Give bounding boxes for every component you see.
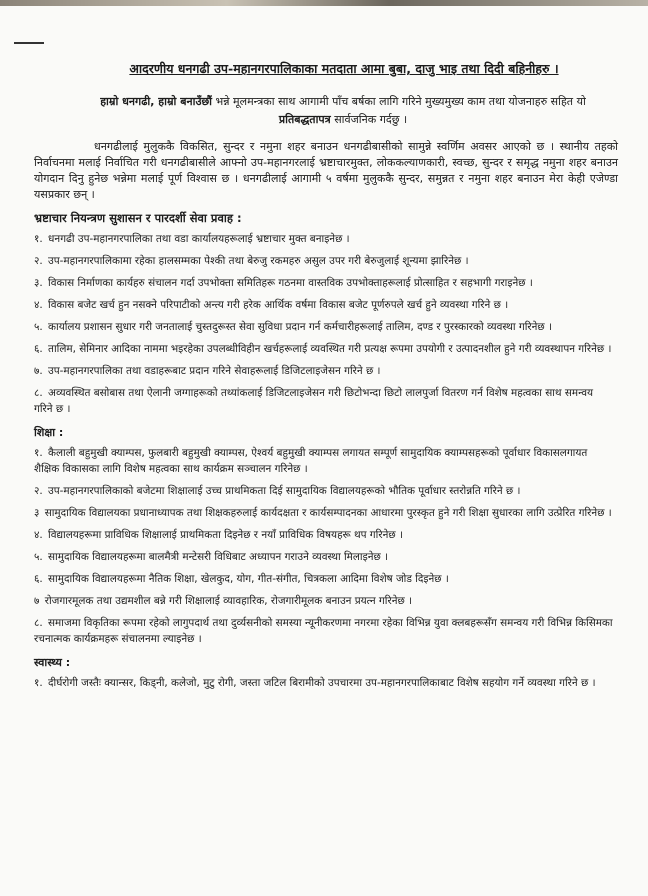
item-text: सामुदायिक विद्यालयहरूमा बालमैत्री मन्टेसरी विधिबाट अध्यापन गराउने व्यवस्था मिलाइनेछ । bbox=[48, 551, 388, 563]
list-item bbox=[34, 445, 618, 477]
list-item bbox=[34, 231, 618, 247]
item-number: ३ bbox=[34, 507, 40, 519]
item-number: १. bbox=[34, 233, 43, 245]
list-item bbox=[34, 253, 618, 269]
list-item bbox=[34, 275, 618, 291]
item-number: ८. bbox=[34, 387, 43, 399]
list-item bbox=[34, 549, 618, 565]
item-text: कैलाली बहुमुखी क्याम्पस, फुलबारी बहुमुखी क्याम्पस, ऐश्वर्य बहुमुखी क्याम्पस लगायत सम्पूर्ण सामुदायिक क्याम्पसहरूको पूर्वाधार विकासलगायत शैक्षिक विकासका लागि विशेष महत्वका साथ कार्यक्रम सञ्चालन गरिनेछ । bbox=[34, 447, 588, 475]
item-number: ४. bbox=[34, 529, 43, 541]
item-text: दीर्घरोगी जस्तैः क्यान्सर, किड्नी, कलेजो, मुटु रोगी, जस्ता जटिल बिरामीको उपचारमा उप-महानगरपालिकाबाट विशेष सहयोग गर्ने व्यवस्था गरिने छ । bbox=[48, 677, 596, 689]
list-item bbox=[34, 505, 618, 521]
list-item bbox=[34, 483, 618, 499]
item-number: ५. bbox=[34, 321, 43, 333]
item-text: अव्यवस्थित बसोबास तथा ऐलानी जग्गाहरूको तथ्यांकलाई डिजिटलाइजेसन गरी छिटोभन्दा छिटो लालपुर्जा वितरण गर्न विशेष महत्वका साथ समन्वय गरिने छ । bbox=[34, 387, 594, 415]
item-number: २. bbox=[34, 255, 43, 267]
intro-text-1: भन्ने मूलमन्त्रका साथ आगामी पाँच बर्षका लागि गरिने मुख्यमुख्य काम तथा योजनाहरु सहित यो bbox=[212, 95, 586, 108]
list-item bbox=[34, 341, 618, 357]
intro-paragraph: धनगढीलाई मुलुककै विकसित, सुन्दर र नमुना शहर बनाउन धनगढीबासीको सामुन्ने स्वर्णिम अवसर आएको छ । स्थानीय तहको निर्वाचनमा मलाई निर्वाचित गरी धनगढीबासीले आफ्नो उप-महानगरलाई भ्रष्टाचारमुक्त, लोककल्याणकारी, स्वच्छ, सुन्दर र समृद्ध नमुना शहर बनाउन योगदान दिनु हुनेछ भन्नेमा मलाई पूर्ण विश्वास छ । धनगढीलाई आगामी ५ वर्षमा मुलुककै सुन्दर, समुन्नत र नमुना शहर बनाउन मेरा केही एजेण्डा यसप्रकार छन् । bbox=[34, 140, 618, 201]
item-text: उप-महानगरपालिकाको बजेटमा शिक्षालाई उच्च प्राथमिकता दिई सामुदायिक विद्यालयहरूको भौतिक पूर्वाधार स्तरोन्नति गरिने छ । bbox=[48, 485, 521, 497]
item-text: सामुदायिक विद्यालयका प्रधानाध्यापक तथा शिक्षकहरुलाई कार्यदक्षता र कार्यसम्पादनका आधारमा पुरस्कृत हुने गरी शिक्षा सुधारका लागि उत्प्रेरित गरिनेछ । bbox=[44, 507, 612, 519]
list-item bbox=[34, 297, 618, 313]
item-text: विकास बजेट खर्च हुन नसक्ने परिपाटीको अन्त्य गरी हरेक आर्थिक वर्षमा विकास बजेट पूर्णरुपले खर्च हुने व्यवस्था गरिने छ । bbox=[48, 299, 509, 311]
section-heading-health: स्वास्थ्य : bbox=[34, 656, 71, 669]
intro-text-2: सार्वजनिक गर्दछु । bbox=[330, 113, 408, 126]
item-text: उप-महानगरपालिकामा रहेका हालसम्मका पेश्की तथा बेरुजु रकमहरु असुल उपर गरी बेरुजुलाई शून्यमा झारिनेछ । bbox=[48, 255, 469, 267]
margin-mark bbox=[14, 42, 44, 44]
item-text: सामुदायिक विद्यालयहरूमा नैतिक शिक्षा, खेलकुद, योग, गीत-संगीत, चित्रकला आदिमा विशेष जोड दिइनेछ । bbox=[48, 573, 449, 585]
list-item bbox=[34, 593, 618, 609]
commitment-word: प्रतिबद्धतापत्र bbox=[278, 113, 331, 126]
item-text: विद्यालयहरूमा प्राविधिक शिक्षालाई प्राथमिकता दिइनेछ र नयाँ प्राविधिक विषयहरू थप गरिनेछ । bbox=[48, 529, 403, 541]
list-item bbox=[34, 675, 618, 691]
item-number: ५. bbox=[34, 551, 43, 563]
section-heading-governance: भ्रष्टाचार नियन्त्रण सुशासन र पारदर्शी सेवा प्रवाह : bbox=[34, 211, 242, 225]
item-text: विकास निर्माणका कार्यहरु संचालन गर्दा उपभोक्ता समितिहरू गठनमा वास्तविक उपभोक्ताहरूलाई प्रोत्साहित र सहभागी गराइनेछ । bbox=[48, 277, 533, 289]
list-item bbox=[34, 527, 618, 543]
item-number: ७ bbox=[34, 595, 40, 607]
list-item bbox=[34, 615, 618, 647]
slogan: हाम्रो धनगढी, हाम्रो बनाउँछौं bbox=[100, 95, 213, 108]
item-text: धनगढी उप-महानगरपालिका तथा वडा कार्यालयहरूलाई भ्रष्टाचार मुक्त बनाइनेछ । bbox=[48, 233, 350, 245]
item-number: १. bbox=[34, 677, 43, 689]
item-number: ३. bbox=[34, 277, 43, 289]
item-number: ६. bbox=[34, 573, 43, 585]
item-text: तालिम, सेमिनार आदिका नाममा भइरहेका उपलब्धीविहीन खर्चहरूलाई व्यवस्थित गरी प्रत्यक्ष रूपमा उपयोगी र उत्पादनशील हुने गरी व्यवस्थापन गरिनेछ । bbox=[48, 343, 612, 355]
page-top-edge bbox=[0, 0, 648, 6]
item-number: ४. bbox=[34, 299, 43, 311]
item-number: २. bbox=[34, 485, 43, 497]
section-heading-education: शिक्षा : bbox=[34, 426, 64, 439]
item-number: ७. bbox=[34, 365, 43, 377]
item-number: १. bbox=[34, 447, 43, 459]
document-title: आदरणीय धनगढी उप-महानगरपालिकाका मतदाता आमा बुबा, दाजु भाइ तथा दिदी बहिनीहरु । bbox=[129, 61, 559, 76]
item-text: रोजगारमूलक तथा उद्यमशील बन्ने गरी शिक्षालाई व्यावहारिक, रोजगारीमूलक बनाउन प्रयत्न गरिनेछ । bbox=[44, 595, 412, 607]
list-item bbox=[34, 363, 618, 379]
list-item bbox=[34, 571, 618, 587]
item-number: ८. bbox=[34, 617, 43, 629]
item-number: ६. bbox=[34, 343, 43, 355]
list-item bbox=[34, 319, 618, 335]
intro-statement bbox=[74, 93, 612, 129]
item-text: समाजमा विकृतिका रूपमा रहेको लागुपदार्थ तथा दुर्व्यसनीको समस्या न्यूनीकरणमा नगरमा रहेका विभिन्न युवा क्लबहरूसँग समन्वय गरी विभिन्न किसिमका रचनात्मक कार्यक्रमहरू संचालनमा ल्याइनेछ । bbox=[34, 617, 613, 645]
list-item bbox=[34, 385, 618, 417]
item-text: कार्यालय प्रशासन सुधार गरी जनतालाई चुस्तदुरूस्त सेवा सुविधा प्रदान गर्न कर्मचारीहरूलाई तालिम, दण्ड र पुरस्कारको व्यवस्था गरिनेछ । bbox=[48, 321, 552, 333]
item-text: उप-महानगरपालिका तथा वडाहरूबाट प्रदान गरिने सेवाहरूलाई डिजिटलाइजेसन गरिने छ । bbox=[48, 365, 381, 377]
